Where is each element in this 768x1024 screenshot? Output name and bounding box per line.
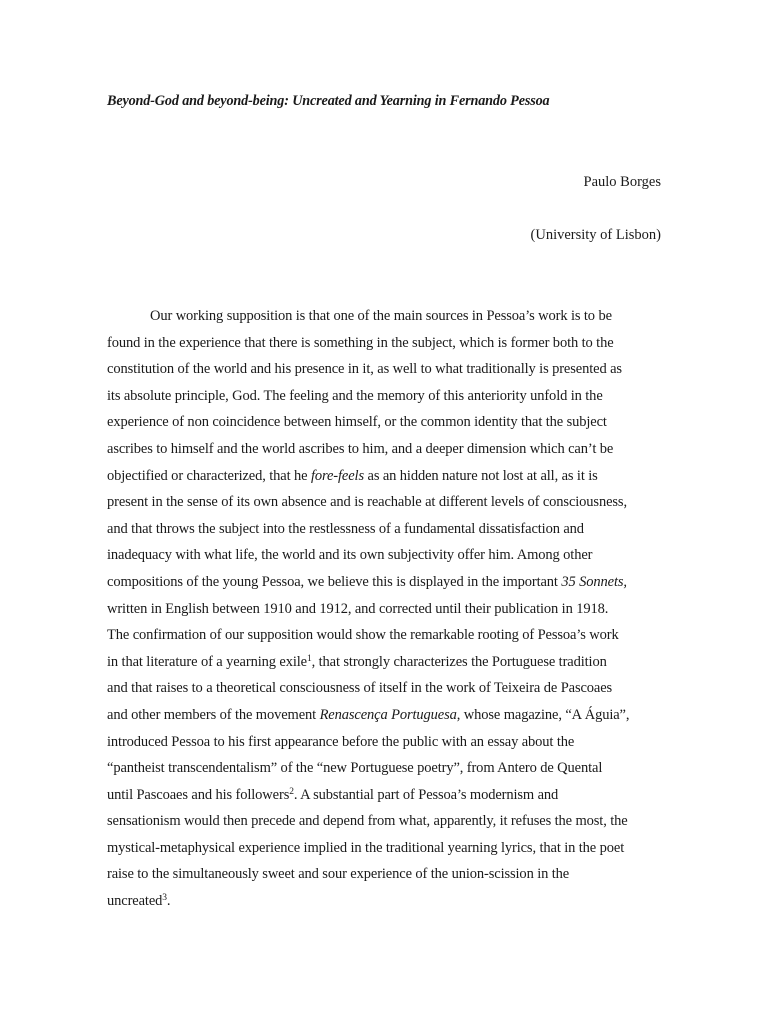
body-paragraph: [107, 303, 667, 915]
paragraph-line: [107, 569, 667, 596]
paragraph-line: Our working supposition is that one of the main sources in Pessoa’s work is to be: [150, 308, 612, 324]
paragraph-line: sensationism would then precede and depend from what, apparently, it refuses the most, the: [107, 813, 628, 830]
paragraph-line: and that raises to a theoretical consciousness of itself in the work of Teixeira de Pascoaes: [107, 680, 613, 697]
footnote-ref-2[interactable]: 2: [289, 786, 294, 797]
text-run: , whose magazine, “A Águia”,: [456, 706, 630, 723]
paragraph-line: “pantheist transcendentalism” of the “new Portuguese poetry”, from Antero de Quental: [107, 760, 603, 777]
paragraph-line: constitution of the world and his presence in it, as well to what traditionally is presented as: [107, 361, 622, 378]
footnote-ref-1[interactable]: 1: [306, 653, 312, 664]
footnote-ref-3[interactable]: 3: [162, 893, 167, 904]
paragraph-line: written in English between 1910 and 1912, and corrected until their publication in 1918.: [107, 600, 609, 617]
paragraph-line: found in the experience that there is something in the subject, which is former both to the: [107, 334, 614, 351]
paragraph-line: introduced Pessoa to his first appearance before the public with an essay about the: [107, 733, 575, 750]
paragraph-line: The confirmation of our supposition would show the remarkable rooting of Pessoa’s work: [107, 627, 619, 644]
emphasis-renascenca: Renascença Portuguesa: [319, 706, 457, 723]
paragraph-line: and that throws the subject into the restlessness of a fundamental dissatisfaction and: [107, 520, 584, 537]
document-title: Beyond-God and beyond-being: Uncreated and Yearning in Fernando Pessoa: [107, 93, 550, 109]
paragraph-line: [107, 782, 667, 809]
paragraph-line: [107, 649, 667, 676]
paragraph-line: inadequacy with what life, the world and its own subjectivity offer him. Among other: [107, 547, 593, 564]
paragraph-line: mystical-metaphysical experience implied in the traditional yearning lyrics, that in the poet: [107, 839, 625, 856]
paragraph-line: [107, 463, 667, 490]
paragraph-line: experience of non coincidence between himself, or the common identity that the subject: [107, 414, 607, 431]
text-run: . A substantial part of Pessoa’s modernism and: [293, 786, 559, 803]
emphasis-fore-feels: fore-feels: [310, 467, 364, 484]
emphasis-35-sonnets: 35 Sonnets,: [561, 573, 627, 590]
text-run: compositions of the young Pessoa, we believe this is displayed in the important: [107, 573, 562, 590]
paragraph-line: ascribes to himself and the world ascribes to him, and a deeper dimension which can’t be: [107, 440, 614, 457]
paragraph-line: present in the sense of its own absence and is reachable at different levels of consciousness,: [107, 494, 627, 511]
paragraph-line: raise to the simultaneously sweet and sour experience of the union-scission in the: [107, 866, 570, 883]
author-name: Paulo Borges: [583, 174, 661, 190]
author-affiliation: (University of Lisbon): [530, 227, 661, 243]
text-run: as an hidden nature not lost at all, as it is: [364, 467, 598, 484]
text-run: objectified or characterized, that he: [107, 467, 311, 484]
text-run: until Pascoaes and his followers: [107, 786, 290, 803]
text-run: .: [166, 893, 171, 910]
text-run: in that literature of a yearning exile: [107, 653, 307, 670]
paragraph-line: [107, 702, 667, 729]
text-run: uncreated: [107, 893, 163, 910]
text-run: and other members of the movement: [107, 706, 320, 723]
text-run: , that strongly characterizes the Portuguese tradition: [311, 653, 607, 670]
paragraph-line: its absolute principle, God. The feeling and the memory of this anteriority unfold in the: [107, 387, 603, 404]
paragraph-line: [107, 888, 667, 915]
